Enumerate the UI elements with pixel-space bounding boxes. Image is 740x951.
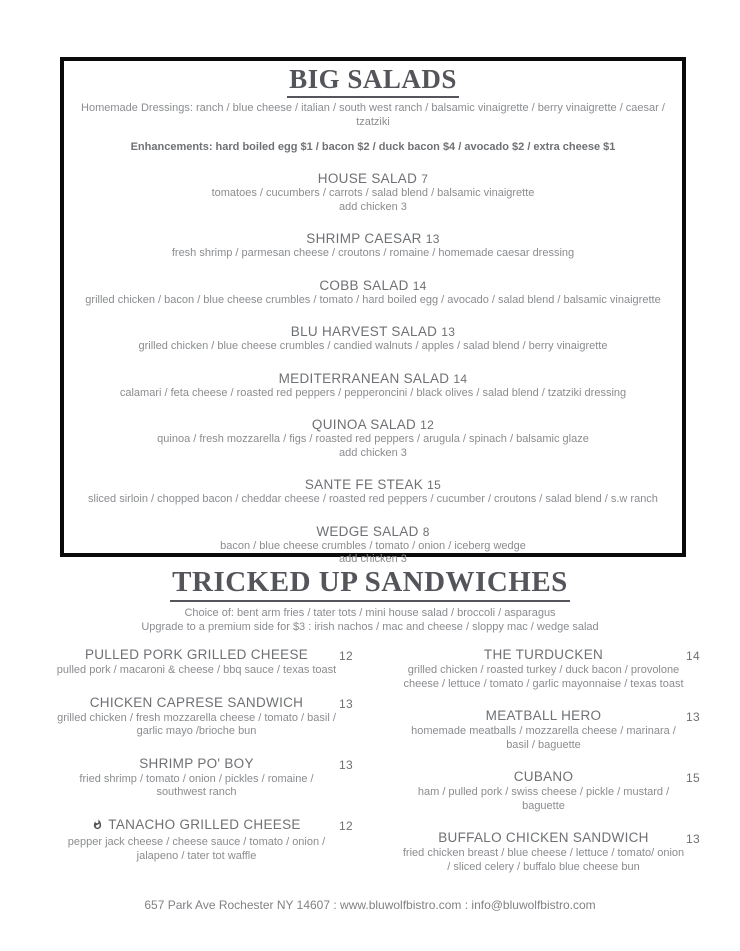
sides-line-1: Choice of: bent arm fries / tater tots / mini house salad / broccoli / asparagus	[184, 607, 556, 619]
item-price: 15	[686, 771, 700, 785]
item-title-row	[40, 817, 353, 836]
item-description: quinoa / fresh mozzarella / figs / roasted red peppers / arugula / spinach / balsamic glaze	[157, 433, 589, 445]
menu-item-the-turducken	[387, 647, 700, 691]
sandwich-columns	[40, 647, 700, 891]
menu-item-cobb-salad	[64, 278, 682, 308]
sandwich-column-right	[387, 647, 700, 891]
sandwiches-title-text: TRICKED UP SANDWICHES	[170, 566, 570, 602]
item-name: THE TURDUCKEN	[483, 647, 604, 662]
item-note: add chicken 3	[339, 446, 407, 459]
item-description: grilled chicken / fresh mozzarella cheese / tomato / basil / garlic mayo /brioche bun	[57, 711, 336, 737]
item-price: 13	[686, 832, 700, 846]
item-name: WEDGE SALAD 8	[316, 523, 430, 539]
item-description: grilled chicken / blue cheese crumbles / candied walnuts / apples / salad blend / berry vinaigrette	[138, 340, 608, 352]
menu-item-chicken-caprese-sandwich	[40, 695, 353, 739]
item-name: CUBANO	[513, 769, 574, 784]
menu-item-shrimp-po-boy	[40, 756, 353, 800]
item-price: 13	[686, 710, 700, 724]
item-name: PULLED PORK GRILLED CHEESE	[84, 647, 309, 662]
item-description: pepper jack cheese / cheese sauce / tomato / onion / jalapeno / tater tot waffle	[67, 836, 326, 862]
item-name: SHRIMP CAESAR 13	[306, 231, 440, 246]
menu-item-wedge-salad	[64, 524, 682, 567]
item-price: 15	[427, 478, 442, 492]
sides-info	[0, 606, 740, 634]
item-description: ham / pulled pork / swiss cheese / pickle / mustard / baguette	[417, 786, 670, 812]
sides-line-2: Upgrade to a premium side for $3 : irish nachos / mac and cheese / sloppy mac / wedge salad	[141, 621, 599, 633]
menu-item-meatball-hero	[387, 708, 700, 752]
item-name: TANACHO GRILLED CHEESE	[108, 816, 301, 832]
item-name: BUFFALO CHICKEN SANDWICH	[438, 830, 649, 845]
item-price: 13	[441, 325, 456, 339]
item-name: MEATBALL HERO	[485, 708, 602, 723]
item-name: CHICKEN CAPRESE SANDWICH	[89, 694, 304, 710]
item-description: fresh shrimp / parmesan cheese / croutons / romaine / homemade caesar dressing	[171, 247, 575, 259]
big-salads-title-text: BIG SALADS	[287, 64, 459, 98]
item-description: fried shrimp / tomato / onion / pickles / romaine / southwest ranch	[79, 772, 314, 798]
menu-item-pulled-pork-grilled-cheese	[40, 647, 353, 678]
menu-item-sante-fe-steak	[64, 477, 682, 507]
item-price: 7	[421, 172, 429, 186]
item-name: QUINOA SALAD 12	[311, 417, 435, 432]
item-price: 13	[339, 757, 353, 772]
item-price: 12	[339, 649, 353, 663]
item-title-row	[387, 830, 700, 846]
item-description: bacon / blue cheese crumbles / tomato / onion / iceberg wedge	[220, 539, 526, 552]
item-price: 12	[420, 418, 435, 432]
item-title-row	[40, 695, 353, 711]
item-price: 8	[422, 524, 430, 539]
dressings-line: Homemade Dressings: ranch / blue cheese / italian / south west ranch / balsamic vinaigrette / berry vinaigrette / caesar / tzatziki	[81, 102, 665, 128]
item-price: 13	[425, 232, 440, 246]
item-name: SANTE FE STEAK 15	[304, 477, 442, 492]
menu-item-house-salad	[64, 171, 682, 214]
item-description: grilled chicken / roasted turkey / duck bacon / provolone cheese / lettuce / tomato / garlic mayonnaise / texas toast	[403, 664, 684, 690]
item-description: homemade meatballs / mozzarella cheese / marinara / basil / baguette	[411, 725, 676, 751]
item-description: grilled chicken / bacon / blue cheese crumbles / tomato / hard boiled egg / avocado / salad blend / balsamic vinaigrette	[85, 293, 661, 306]
item-description: fried chicken breast / blue cheese / lettuce / tomato/ onion / sliced celery / buffalo blue cheese bun	[402, 847, 685, 873]
menu-item-mediterranean-salad	[64, 371, 682, 401]
item-description: pulled pork / macaroni & cheese / bbq sauce / texas toast	[56, 664, 337, 676]
menu-item-blu-harvest-salad	[64, 324, 682, 354]
big-salads-title	[64, 64, 682, 98]
item-title-row	[387, 769, 700, 785]
item-title-row	[40, 756, 353, 772]
sandwiches-title	[0, 566, 740, 602]
flame-icon	[92, 818, 103, 831]
item-name: SHRIMP PO' BOY	[139, 755, 254, 771]
enhancements-line: Enhancements: hard boiled egg $1 / bacon $2 / duck bacon $4 / avocado $2 / extra cheese $1	[130, 141, 616, 153]
item-name: COBB SALAD 14	[319, 277, 427, 293]
item-price: 14	[686, 649, 700, 663]
menu-item-tanacho-grilled-cheese	[40, 817, 353, 864]
item-description: tomatoes / cucumbers / carrots / salad blend / balsamic vinaigrette	[211, 187, 535, 199]
sandwiches-section	[0, 566, 740, 891]
item-title-row	[387, 708, 700, 724]
item-price: 12	[339, 818, 353, 833]
item-price: 14	[412, 278, 427, 293]
item-name: BLU HARVEST SALAD 13	[290, 324, 456, 339]
item-note: add chicken 3	[339, 200, 407, 213]
item-title-row	[387, 647, 700, 663]
item-description: sliced sirloin / chopped bacon / cheddar cheese / roasted red peppers / cucumber / croutons / salad blend / s.w ranch	[88, 493, 658, 505]
menu-item-buffalo-chicken-sandwich	[387, 830, 700, 874]
big-salads-section	[60, 57, 686, 565]
menu-item-shrimp-caesar	[64, 231, 682, 261]
menu-item-cubano	[387, 769, 700, 813]
item-name: HOUSE SALAD 7	[317, 171, 429, 186]
item-note: add chicken 3	[339, 553, 407, 565]
item-price: 13	[339, 696, 353, 711]
item-title-row	[40, 647, 353, 663]
item-description: calamari / feta cheese / roasted red peppers / pepperoncini / black olives / salad blend / tzatziki dressing	[119, 386, 627, 399]
menu-item-quinoa-salad	[64, 417, 682, 460]
footer-contact-line: 657 Park Ave Rochester NY 14607 : www.bluwolfbistro.com : info@bluwolfbistro.com	[144, 898, 596, 912]
item-name: MEDITERRANEAN SALAD 14	[278, 370, 468, 386]
item-price: 14	[453, 371, 468, 386]
sandwich-column-left	[40, 647, 353, 891]
